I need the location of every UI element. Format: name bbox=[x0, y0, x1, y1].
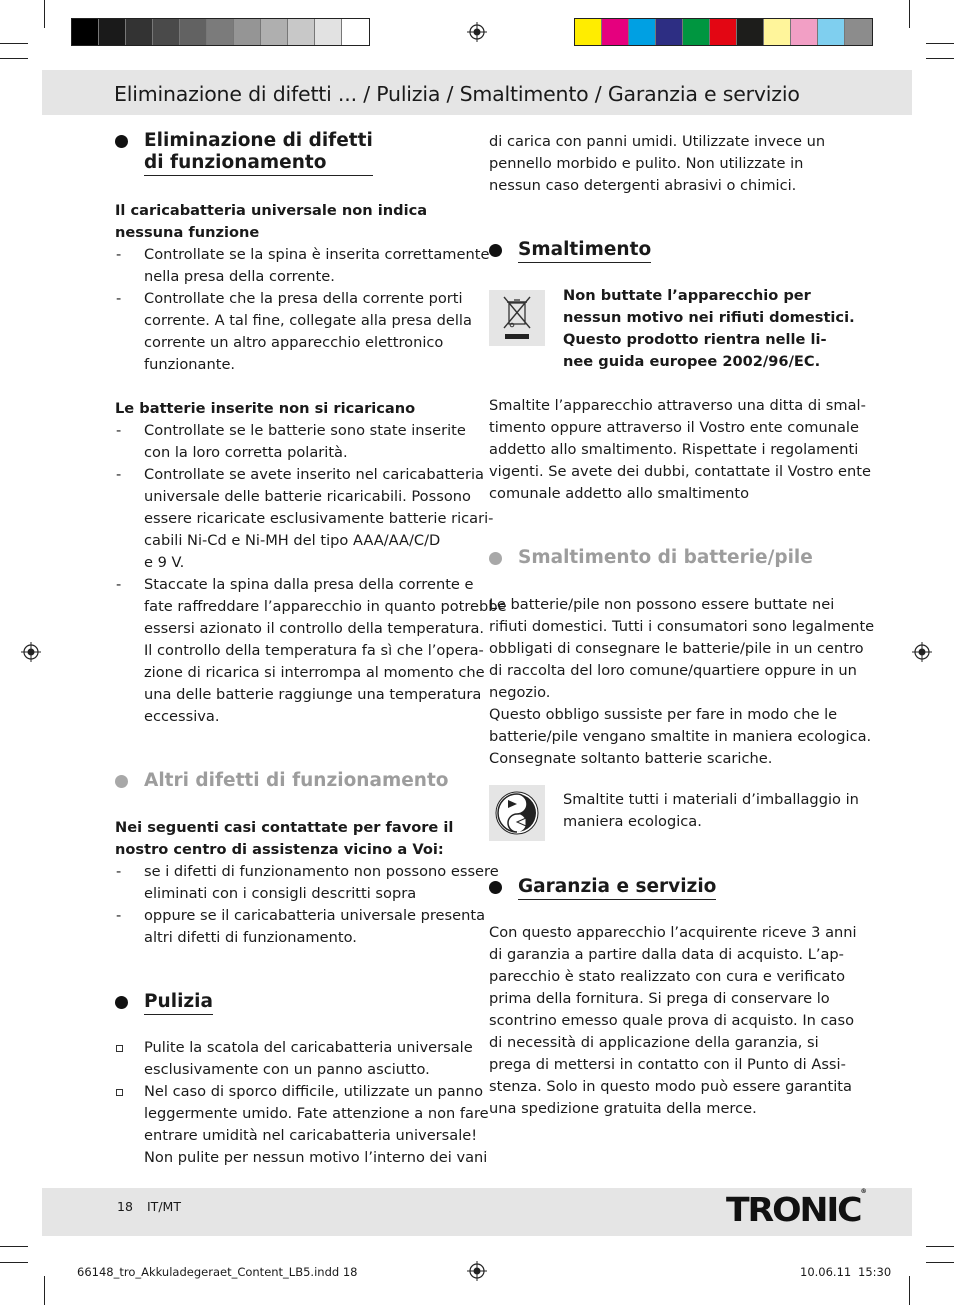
text-line: scontrino emesso quale prova di acquisto. In caso bbox=[489, 1012, 855, 1029]
color-swatch bbox=[845, 19, 872, 45]
text-line: prima della fornitura. Si prega di conservare lo bbox=[489, 990, 830, 1007]
text-line: Il controllo della temperatura fa sì che l’opera- bbox=[144, 642, 484, 659]
text-line: obbligati di consegnare le batterie/pile in un centro bbox=[489, 640, 864, 657]
battery-disposal-text2 bbox=[489, 704, 872, 770]
list-item bbox=[115, 288, 472, 376]
text-line: Consegnate soltanto batterie scariche. bbox=[489, 750, 773, 767]
text-line: - Controllate che la presa della corrente porti bbox=[144, 290, 463, 307]
text-line: maniera ecologica. bbox=[563, 813, 702, 830]
green-dot-recycling-icon bbox=[489, 785, 545, 841]
subheading-not-charging: Le batterie inserite non si ricaricano bbox=[115, 400, 416, 417]
text-line: corrente. A tal fine, collegate alla presa della bbox=[144, 312, 472, 329]
text-line: fate raffreddare l’apparecchio in quanto potrebbe bbox=[144, 598, 507, 615]
page-number: 18 bbox=[117, 1199, 133, 1214]
disposal-text bbox=[489, 395, 871, 505]
text-line: di garanzia a partire dalla data di acquisto. L’ap- bbox=[489, 946, 844, 963]
bullet-dot-icon bbox=[489, 552, 502, 565]
bullet-dot-icon bbox=[115, 135, 128, 148]
color-swatch bbox=[575, 19, 602, 45]
text-line: - Staccate la spina dalla presa della corrente e bbox=[144, 576, 474, 593]
language-code: IT/MT bbox=[147, 1199, 181, 1214]
tronic-logo: TRONIC® bbox=[726, 1188, 867, 1229]
registration-mark-icon bbox=[21, 642, 41, 662]
text-line: Smaltite l’apparecchio attraverso una ditta di smal- bbox=[489, 397, 866, 414]
slug-file-name: 66148_tro_Akkuladegeraet_Content_LB5.indd 18 bbox=[77, 1265, 358, 1279]
text-line: timento oppure attraverso il Vostro ente comunale bbox=[489, 419, 859, 436]
list-item bbox=[115, 244, 490, 288]
crop-mark bbox=[909, 1276, 910, 1305]
text-line: nessun motivo nei rifiuti domestici. bbox=[563, 309, 855, 326]
disposal-warning bbox=[563, 285, 853, 373]
text-line: - se i difetti di funzionamento non possono essere bbox=[144, 863, 499, 880]
text-line: una delle batterie raggiunge una temperatura bbox=[144, 686, 482, 703]
problem2-list bbox=[115, 420, 507, 728]
crop-mark bbox=[44, 1276, 45, 1305]
crop-mark bbox=[926, 1246, 954, 1247]
color-swatch bbox=[288, 19, 315, 45]
text-line: entrare umidità nel caricabatteria universale! bbox=[144, 1127, 478, 1144]
crop-mark bbox=[926, 1262, 954, 1263]
list-item bbox=[115, 1037, 473, 1081]
text-line: - Controllate se le batterie sono state inserite bbox=[144, 422, 466, 439]
bullet-dot-icon bbox=[115, 996, 128, 1009]
text-line: Con questo apparecchio l’acquirente riceve 3 anni bbox=[489, 924, 857, 941]
color-swatch bbox=[602, 19, 629, 45]
text-line: parecchio è stato realizzato con cura e verificato bbox=[489, 968, 846, 985]
cleaning-list bbox=[115, 1037, 489, 1169]
text-line: nee guida europee 2002/96/EC. bbox=[563, 353, 821, 370]
crop-mark bbox=[909, 0, 910, 28]
section-heading-other-faults: Altri difetti di funzionamento bbox=[115, 770, 467, 793]
battery-disposal-text1 bbox=[489, 594, 875, 704]
text-line: universale delle batterie ricaricabili. Possono bbox=[144, 488, 471, 505]
crop-mark bbox=[44, 0, 45, 28]
text-line: zione di ricarica si interrompa al momento che bbox=[144, 664, 485, 681]
list-item bbox=[115, 574, 507, 728]
other-faults-list bbox=[115, 861, 499, 949]
crop-mark bbox=[926, 43, 954, 44]
crop-mark bbox=[0, 1262, 28, 1263]
packaging-text bbox=[563, 789, 859, 833]
color-swatch bbox=[342, 19, 369, 45]
section-heading-disposal: Smaltimento bbox=[489, 239, 841, 263]
section-heading-troubleshooting: Eliminazione di difetti di funzionamento bbox=[115, 130, 467, 176]
text-line: Le batterie/pile non possono essere buttate nei bbox=[489, 596, 835, 613]
color-swatch bbox=[72, 19, 99, 45]
color-swatch bbox=[764, 19, 791, 45]
text-line: una spedizione gratuita della merce. bbox=[489, 1100, 757, 1117]
text-line: Nel caso di sporco difficile, utilizzate un panno bbox=[144, 1083, 484, 1100]
color-swatch bbox=[710, 19, 737, 45]
text-line: eliminati con i consigli descritti sopra bbox=[144, 885, 417, 902]
color-swatch bbox=[737, 19, 764, 45]
text-line: batterie/pile vengano smaltite in maniera ecologica. bbox=[489, 728, 872, 745]
color-swatch bbox=[207, 19, 234, 45]
page-title: Eliminazione di difetti ... / Pulizia / Smaltimento / Garanzia e servizio bbox=[114, 82, 800, 106]
problem1-list bbox=[115, 244, 490, 376]
text-line: leggermente umido. Fate attenzione a non fare bbox=[144, 1105, 489, 1122]
slug-date: 10.06.11 bbox=[800, 1265, 852, 1279]
text-line: essersi azionato il controllo della temperatura. bbox=[144, 620, 485, 637]
list-item bbox=[115, 905, 486, 949]
text-line: comunale addetto allo smaltimento bbox=[489, 485, 750, 502]
text-line: pennello morbido e pulito. Non utilizzate in bbox=[489, 155, 804, 172]
registration-mark-icon bbox=[467, 22, 487, 42]
color-swatch bbox=[791, 19, 818, 45]
crop-mark bbox=[0, 1246, 28, 1247]
crossed-out-wheelie-bin-icon bbox=[489, 290, 545, 346]
text-line: Non pulite per nessun motivo l’interno dei vani bbox=[144, 1149, 488, 1166]
subheading-contact: Nei seguenti casi contattate per favore il nostro centro di assistenza vicino a Voi: bbox=[115, 819, 454, 858]
crop-mark bbox=[926, 58, 954, 59]
text-line: eccessiva. bbox=[144, 708, 220, 725]
bullet-dot-icon bbox=[489, 881, 502, 894]
battery-disposal-block bbox=[489, 547, 875, 770]
text-line: nessun caso detergenti abrasivi o chimici. bbox=[489, 177, 797, 194]
list-item bbox=[115, 420, 467, 464]
text-line: vigenti. Se avete dei dubbi, contattate il Vostro ente bbox=[489, 463, 871, 480]
registration-mark-icon bbox=[912, 642, 932, 662]
bullet-dot-icon bbox=[115, 775, 128, 788]
text-line: - oppure se il caricabatteria universale presenta bbox=[144, 907, 486, 924]
color-swatch bbox=[180, 19, 207, 45]
text-line: Questo obbligo sussiste per fare in modo che le bbox=[489, 706, 838, 723]
text-line: nella presa della corrente. bbox=[144, 268, 335, 285]
subheading-no-function: Il caricabatteria universale non indica nessuna funzione bbox=[115, 202, 428, 241]
color-swatch bbox=[315, 19, 342, 45]
text-line: Questo prodotto rientra nelle li- bbox=[563, 331, 827, 348]
section-heading-cleaning: Pulizia bbox=[115, 991, 467, 1015]
text-line: di necessità di applicazione della garanzia, si bbox=[489, 1034, 819, 1051]
text-line: di carica con panni umidi. Utilizzate invece un bbox=[489, 133, 826, 150]
checkbox-bullet-icon bbox=[116, 1045, 123, 1052]
color-swatch bbox=[629, 19, 656, 45]
color-swatch bbox=[234, 19, 261, 45]
text-line: esclusivamente con un panno asciutto. bbox=[144, 1061, 430, 1078]
color-swatch bbox=[261, 19, 288, 45]
list-item bbox=[115, 1081, 489, 1169]
text-line: negozio. bbox=[489, 684, 551, 701]
bullet-dot-icon bbox=[489, 244, 502, 257]
grayscale-color-bar bbox=[71, 18, 370, 46]
text-line: Smaltite tutti i materiali d’imballaggio in bbox=[563, 791, 859, 808]
warranty-block bbox=[489, 876, 857, 1120]
right-column bbox=[489, 131, 841, 263]
list-item bbox=[115, 861, 499, 905]
color-swatch bbox=[126, 19, 153, 45]
text-line: altri difetti di funzionamento. bbox=[144, 929, 357, 946]
text-line: - Controllate se la spina è inserita correttamente bbox=[144, 246, 490, 263]
color-swatch bbox=[99, 19, 126, 45]
color-swatch bbox=[818, 19, 845, 45]
text-line: rifiuti domestici. Tutti i consumatori sono legalmente bbox=[489, 618, 875, 635]
text-line: corrente un altro apparecchio elettronico bbox=[144, 334, 444, 351]
text-line: essere ricaricate esclusivamente batterie ricari- bbox=[144, 510, 494, 527]
registration-mark-icon bbox=[467, 1261, 487, 1281]
process-color-bar bbox=[574, 18, 873, 46]
color-swatch bbox=[656, 19, 683, 45]
left-column bbox=[115, 130, 507, 1169]
text-line: cabili Ni-Cd e Ni-MH del tipo AAA/AA/C/D bbox=[144, 532, 441, 549]
text-line: funzionante. bbox=[144, 356, 236, 373]
checkbox-bullet-icon bbox=[116, 1089, 123, 1096]
list-item bbox=[115, 464, 494, 574]
color-swatch bbox=[683, 19, 710, 45]
text-line: Non buttate l’apparecchio per bbox=[563, 287, 811, 304]
slug-time: 15:30 bbox=[858, 1265, 892, 1279]
cleaning-continued bbox=[489, 131, 841, 197]
section-heading-warranty: Garanzia e servizio bbox=[489, 876, 841, 900]
text-line: di raccolta del loro comune/quartiere oppure in un bbox=[489, 662, 857, 679]
text-line: - Controllate se avete inserito nel caricabatteria bbox=[144, 466, 484, 483]
text-line: prega di mettersi in contatto con il Punto di Assi- bbox=[489, 1056, 846, 1073]
text-line: Pulite la scatola del caricabatteria universale bbox=[144, 1039, 473, 1056]
text-line: stenza. Solo in questo modo può essere garantita bbox=[489, 1078, 852, 1095]
crop-mark bbox=[0, 43, 28, 44]
text-line: con la loro corretta polarità. bbox=[144, 444, 348, 461]
text-line: addetto allo smaltimento. Rispettate i regolamenti bbox=[489, 441, 859, 458]
crop-mark bbox=[0, 58, 28, 59]
warranty-text bbox=[489, 922, 857, 1120]
text-line: e 9 V. bbox=[144, 554, 185, 571]
color-swatch bbox=[153, 19, 180, 45]
section-heading-battery-disposal: Smaltimento di batterie/pile bbox=[489, 547, 841, 570]
